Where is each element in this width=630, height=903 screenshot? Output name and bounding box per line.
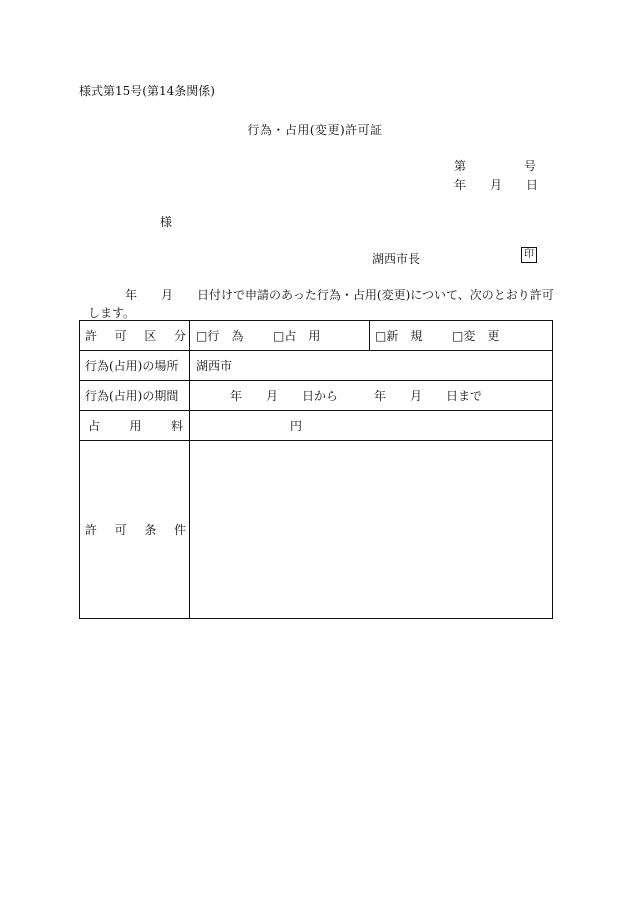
label-char: 料	[170, 419, 183, 433]
issuer-name: 湖西市長	[372, 252, 421, 266]
issue-date-line	[454, 176, 538, 193]
period-value[interactable]: 年 月 日から 年 月 日まで	[190, 381, 553, 411]
permit-number-line	[454, 157, 536, 174]
label-char: 分	[173, 329, 186, 343]
document-title: 行為・占用(変更)許可証	[247, 123, 383, 137]
intro-text-line1: 年 月 日付けで申請のあった行為・占用(変更)について、次のとおり許可	[125, 288, 554, 302]
location-label: 行為(占用)の場所	[80, 351, 190, 381]
fee-value[interactable]: 円	[190, 411, 553, 441]
permit-type-options	[190, 321, 370, 351]
table-row-fee	[80, 411, 553, 441]
label-char: 可	[114, 329, 127, 343]
table-row-permit-category	[80, 321, 553, 351]
conditions-value[interactable]	[190, 441, 553, 619]
location-value[interactable]: 湖西市	[190, 351, 553, 381]
table-row-conditions	[80, 441, 553, 619]
form-number: 様式第15号(第14条関係)	[79, 84, 215, 98]
fee-label	[80, 411, 190, 441]
permit-status-options	[370, 321, 553, 351]
label-char: 区	[144, 329, 157, 343]
number-prefix: 第	[454, 159, 467, 173]
label-char: 占	[88, 419, 101, 433]
seal-mark: 印	[521, 247, 537, 263]
intro-text-line2: します。	[88, 306, 136, 320]
label-char: 用	[129, 419, 142, 433]
conditions-label	[80, 441, 190, 619]
label-char: 件	[173, 523, 186, 537]
addressee-honorific: 様	[160, 215, 173, 229]
label-char: 許	[85, 329, 98, 343]
date-day-label: 日	[526, 178, 539, 192]
checkbox-new[interactable]: □新 規	[375, 329, 423, 343]
checkbox-act[interactable]: □行 為	[196, 329, 244, 343]
checkbox-occupancy[interactable]: □占 用	[273, 329, 321, 343]
number-suffix: 号	[524, 159, 537, 173]
period-label: 行為(占用)の期間	[80, 381, 190, 411]
date-year-label: 年	[454, 178, 467, 192]
table-row-period	[80, 381, 553, 411]
table-row-location	[80, 351, 553, 381]
permit-details-table	[79, 320, 553, 619]
date-month-label: 月	[490, 178, 503, 192]
permit-category-label	[80, 321, 190, 351]
checkbox-change[interactable]: □変 更	[452, 329, 500, 343]
label-char: 許	[85, 523, 98, 537]
label-char: 条	[144, 523, 157, 537]
label-char: 可	[114, 523, 127, 537]
